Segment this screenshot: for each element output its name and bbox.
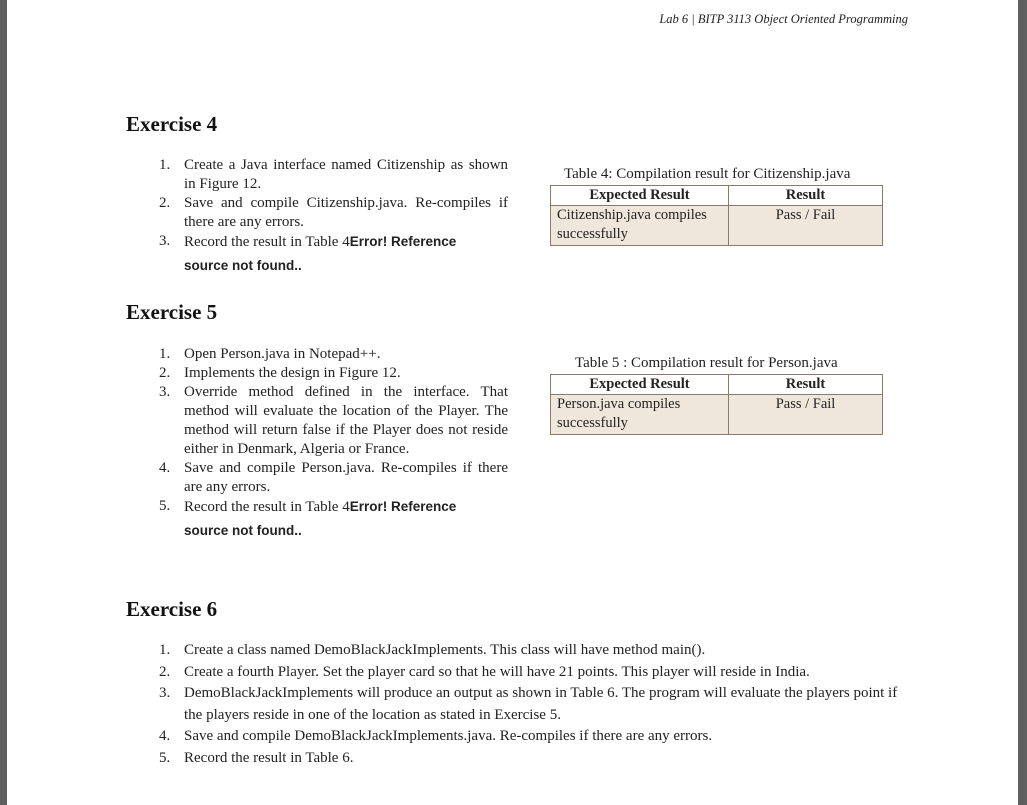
list-item: 2. Save and compile Citizenship.java. Re-compiles if there are any errors. (159, 195, 508, 230)
error-reference-tail: source not found.. (184, 523, 302, 538)
document-page (7, 0, 1018, 805)
list-item: 5. Record the result in Table 6. (159, 749, 354, 766)
table-header: Expected Result (551, 375, 729, 395)
exercise-6-list (126, 640, 916, 769)
list-item: 5. Record the result in Table 4Error! Reference source not found.. (159, 498, 457, 538)
table-cell: Pass / Fail (729, 395, 883, 435)
table-header: Result (729, 375, 883, 395)
error-reference: Error! Reference (349, 499, 457, 514)
error-reference-tail: source not found.. (184, 258, 302, 273)
list-item: 2. Implements the design in Figure 12. (159, 365, 401, 381)
list-item: 2. Create a fourth Player. Set the player card so that he will have 21 points. This player will reside in India. (159, 663, 810, 680)
table-5-caption: Table 5 : Compilation result for Person.java (575, 355, 838, 371)
list-item: 3. Override method defined in the interface. That method will evaluate the location of the Player. The method will return false if the Player does not reside either in Denmark, Algeria or France. (159, 384, 508, 457)
exercise-6-title: Exercise 6 (126, 597, 218, 621)
table-cell: Pass / Fail (729, 206, 883, 246)
exercise-5-title: Exercise 5 (126, 300, 218, 324)
table-header: Expected Result (551, 186, 729, 206)
exercise-5-list (126, 345, 508, 541)
exercise-4-list (126, 156, 508, 276)
list-item: 1. Create a Java interface named Citizenship as shown in Figure 12. (159, 157, 508, 192)
list-item: 1. Create a class named DemoBlackJackImplements. This class will have method main(). (159, 642, 706, 658)
table-header: Result (729, 186, 883, 206)
table-cell: Person.java compiles successfully (551, 395, 729, 435)
error-reference: Error! Reference (349, 234, 457, 249)
list-item: 1. Open Person.java in Notepad++. (159, 346, 381, 362)
list-item: 3. DemoBlackJackImplements will produce an output as shown in Table 6. The program will evaluate the players point if the players reside in one of the location as stated in Exercise 5. (159, 685, 898, 723)
exercise-4-title: Exercise 4 (126, 112, 218, 136)
table-4 (550, 185, 883, 246)
page-header: Lab 6 | BITP 3113 Object Oriented Programming (659, 12, 908, 26)
list-item: 3. Record the result in Table 4Error! Reference source not found.. (159, 233, 457, 273)
table-5 (550, 374, 883, 435)
list-item: 4. Save and compile DemoBlackJackImplements.java. Re-compiles if there are any errors. (159, 728, 713, 744)
list-item: 4. Save and compile Person.java. Re-compiles if there are any errors. (159, 460, 508, 495)
table-4-caption: Table 4: Compilation result for Citizenship.java (564, 166, 851, 182)
table-cell: Citizenship.java compiles successfully (551, 206, 729, 246)
